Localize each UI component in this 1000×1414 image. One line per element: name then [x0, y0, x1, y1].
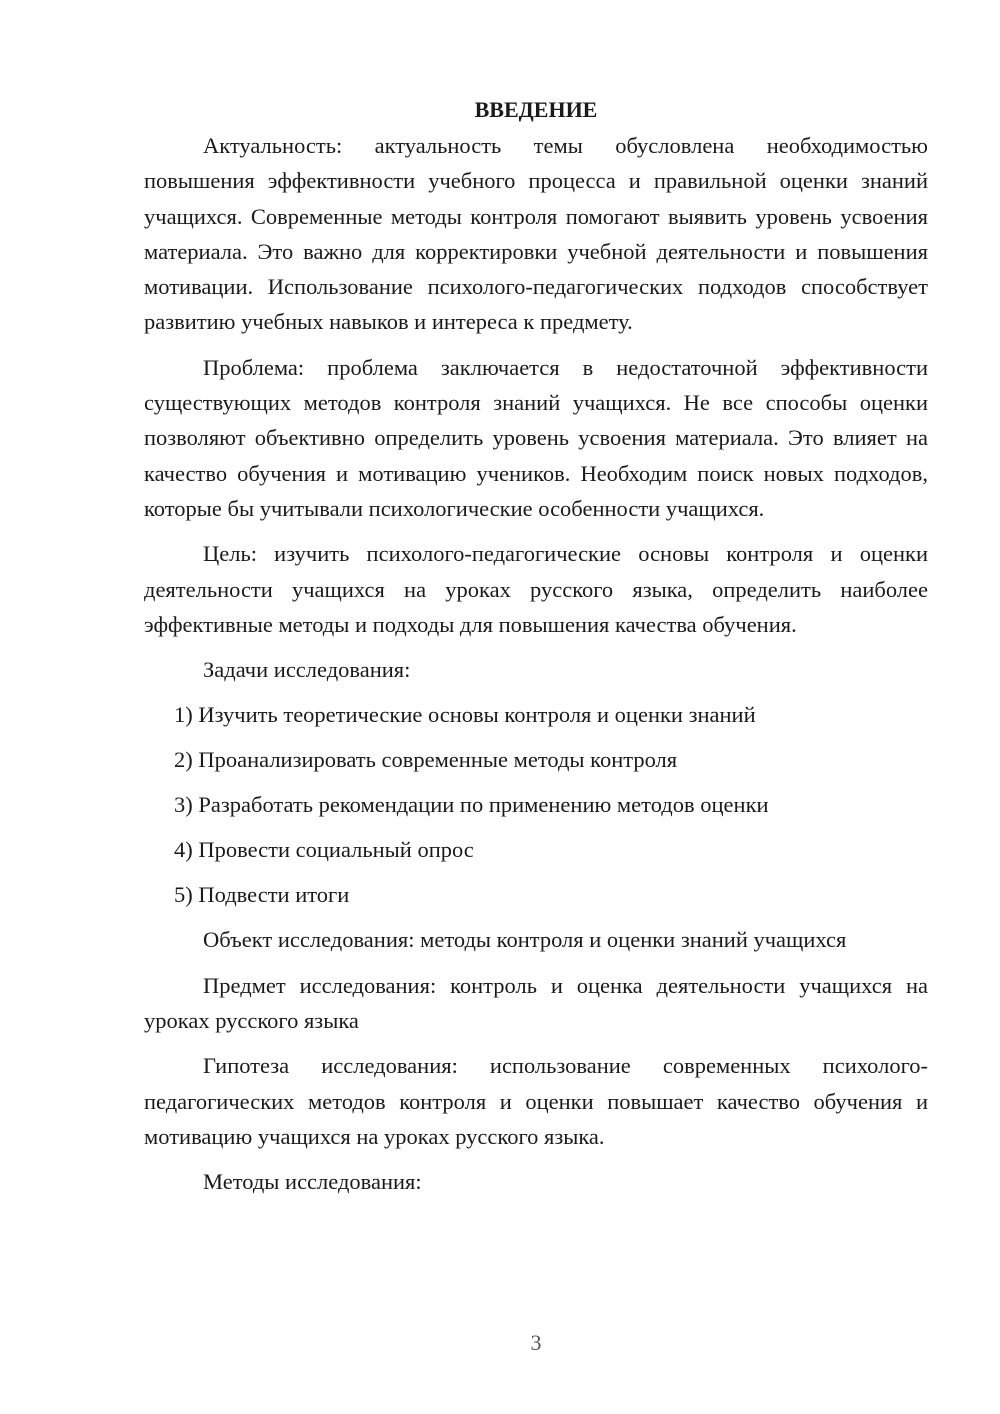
task-item: 3) Разработать рекомендации по применению методов оценки	[174, 792, 769, 818]
task-item: 1) Изучить теоретические основы контроля и оценки знаний	[174, 702, 756, 728]
document-body	[144, 92, 928, 1200]
page-number: 3	[530, 1330, 542, 1355]
methods-heading: Методы исследования:	[203, 1169, 422, 1195]
task-item: 4) Провести социальный опрос	[174, 837, 474, 863]
relevance-paragraph: Актуальность: актуальность темы обусловлена необходимостью повышения эффективности учебного процесса и правильной оценки знаний учащихся. Современные методы контроля помогают выявить уровень усвоения материала. Это важно для корректировки учебной деятельности и повышения мотивации. Использование психолого-педагогических подходов способствует развитию учебных навыков и интереса к предмету.	[144, 133, 928, 335]
tasks-list	[144, 697, 928, 912]
goal-paragraph: Цель: изучить психолого-педагогические основы контроля и оценки деятельности учащихся на уроках русского языка, определить наиболее эффективные методы и подходы для повышения качества обучения.	[144, 541, 928, 637]
tasks-heading: Задачи исследования:	[203, 657, 411, 683]
hypothesis-paragraph: Гипотеза исследования: использование современных психолого-педагогических методов контроля и оценки повышает качество обучения и мотивацию учащихся на уроках русского языка.	[144, 1053, 928, 1149]
task-item: 2) Проанализировать современные методы контроля	[174, 747, 678, 773]
page-title: ВВЕДЕНИЕ	[474, 97, 598, 122]
subject-paragraph: Предмет исследования: контроль и оценка деятельности учащихся на уроках русского языка	[144, 972, 928, 1034]
problem-paragraph: Проблема: проблема заключается в недостаточной эффективности существующих методов контроля знаний учащихся. Не все способы оценки позволяют объективно определить уровень усвоения материала. Это влияет на качество обучения и мотивацию учеников. Необходим поиск новых подходов, которые бы учитывали психологические особенности учащихся.	[144, 354, 928, 521]
task-item: 5) Подвести итоги	[174, 882, 350, 908]
object-paragraph: Объект исследования: методы контроля и оценки знаний учащихся	[203, 927, 847, 953]
